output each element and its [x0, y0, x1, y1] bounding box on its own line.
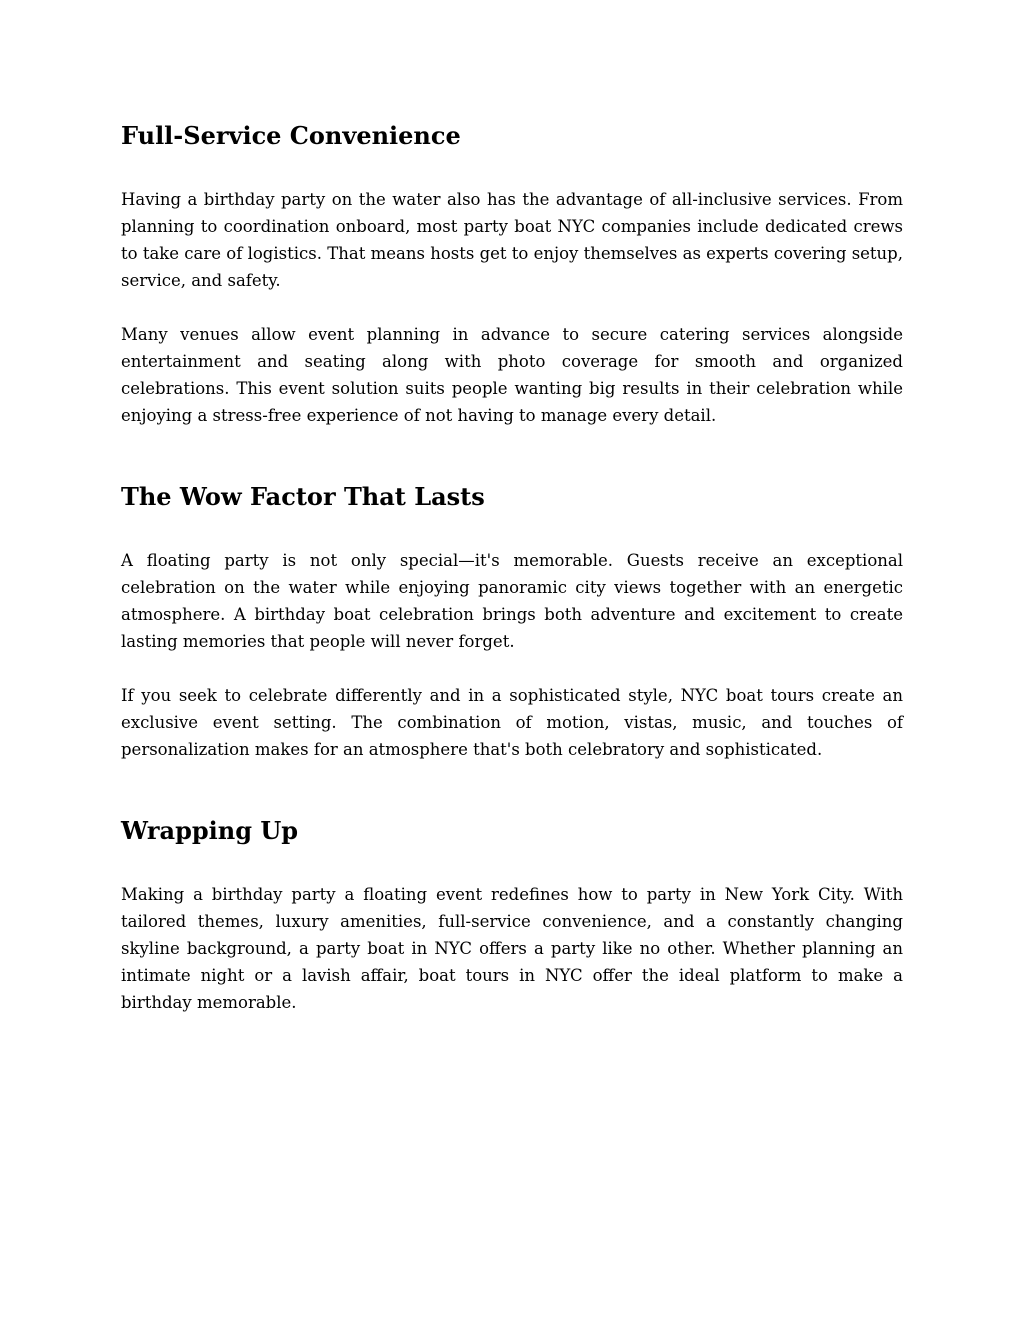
section-heading: Wrapping Up — [121, 816, 299, 845]
paragraph: Making a birthday party a floating event redefines how to party in New York City. With tailored themes, luxury amenities, full-service convenience, and a constantly changing skyline background, a party boat in NYC offers a party like no other. Whether planning an intimate night or a lavish affair, boat tours in NYC offer the ideal platform to make a birthday memorable. — [121, 885, 903, 1012]
paragraph: Having a birthday party on the water also has the advantage of all-inclusive services. From planning to coordination onboard, most party boat NYC companies include dedicated crews to take care of logistics. That means hosts get to enjoy themselves as experts covering setup, service, and safety. — [121, 190, 903, 290]
section-heading: The Wow Factor That Lasts — [121, 482, 485, 511]
section-heading: Full-Service Convenience — [121, 121, 461, 150]
paragraph: If you seek to celebrate differently and in a sophisticated style, NYC boat tours create an exclusive event setting. The combination of motion, vistas, music, and touches of personalization makes for an atmosphere that's both celebratory and sophisticated. — [121, 686, 903, 759]
paragraph: Many venues allow event planning in advance to secure catering services alongside entertainment and seating along with photo coverage for smooth and organized celebrations. This event solution suits people wanting big results in their celebration while enjoying a stress-free experience of not having to manage every detail. — [121, 325, 903, 425]
document-page — [121, 118, 903, 1016]
paragraph: A floating party is not only special—it's memorable. Guests receive an exceptional celebration on the water while enjoying panoramic city views together with an energetic atmosphere. A birthday boat celebration brings both adventure and excitement to create lasting memories that people will never forget. — [121, 551, 903, 651]
section-wrapping-up — [121, 813, 903, 1016]
section-full-service-convenience — [121, 118, 903, 429]
section-wow-factor — [121, 479, 903, 763]
